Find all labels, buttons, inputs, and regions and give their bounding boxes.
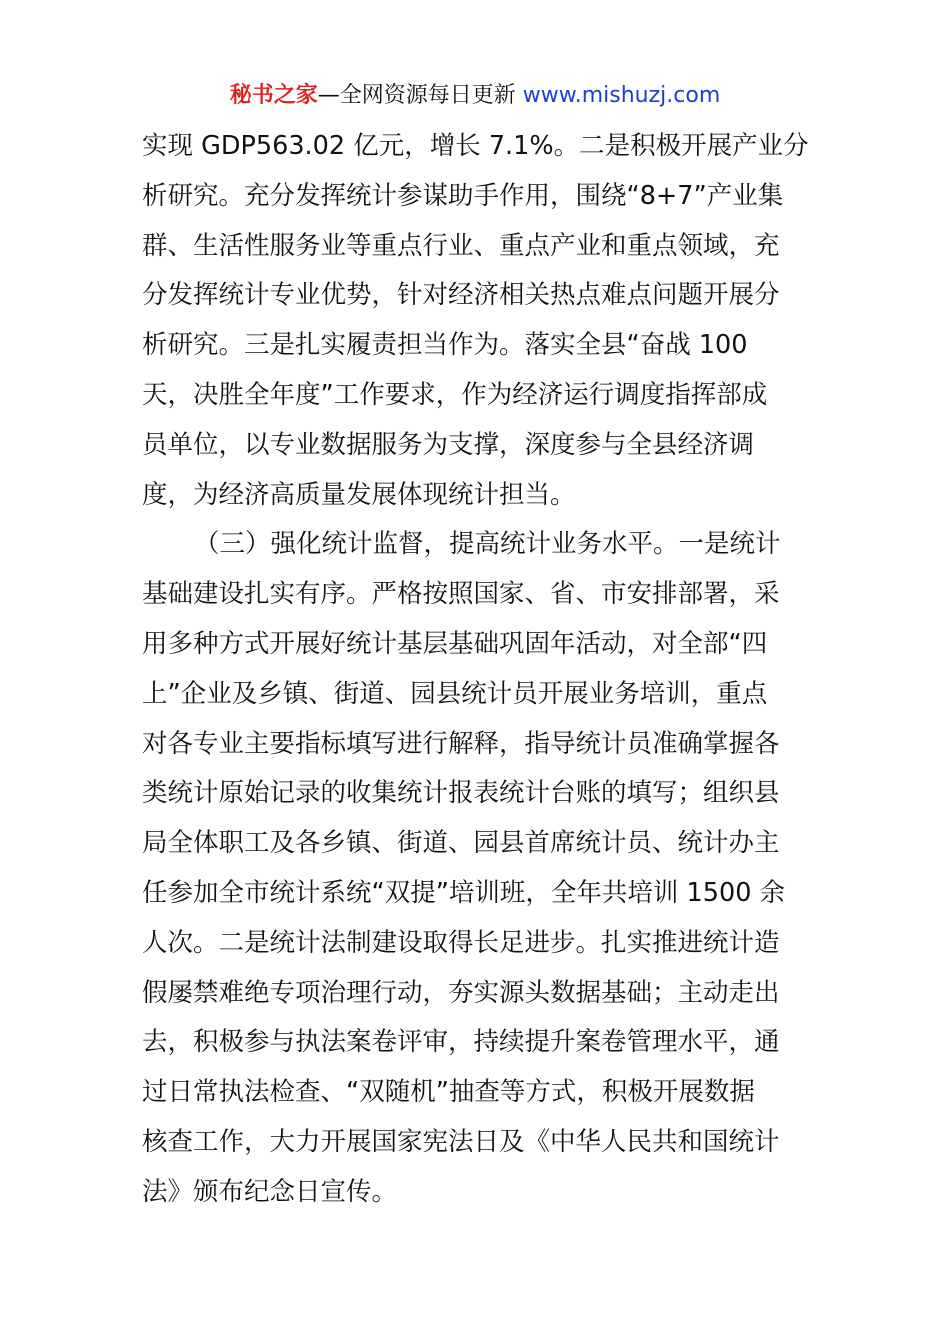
text-line: 对各专业主要指标填写进行解释，指导统计员准确掌握各	[142, 728, 780, 759]
text-line: 析研究。充分发挥统计参谋助手作用，围绕“8+7”产业集	[142, 180, 784, 211]
text-line: 上”企业及乡镇、街道、园县统计员开展业务培训，重点	[142, 678, 768, 709]
text-line: 类统计原始记录的收集统计报表统计台账的填写；组织县	[142, 778, 780, 809]
text-line: 实现 GDP563.02 亿元，增长 7.1%。二是积极开展产业分	[142, 131, 809, 161]
page-header	[0, 80, 950, 112]
text-line: 用多种方式开展好统计基层基础巩固年活动，对全部“四	[142, 628, 768, 659]
text-line: 任参加全市统计系统“双提”培训班，全年共培训 1500 余	[142, 877, 786, 908]
document-body	[142, 122, 812, 1218]
text-line: 基础建设扎实有序。严格按照国家、省、市安排部署，采	[142, 579, 780, 610]
text-line: 过日常执法检查、“双随机”抽查等方式，积极开展数据	[142, 1077, 755, 1108]
text-line: 度，为经济高质量发展体现统计担当。	[142, 479, 576, 510]
site-url[interactable]: www.mishuzj.com	[522, 83, 721, 108]
text-line: 析研究。三是扎实履责担当作为。落实全县“奋战 100	[142, 330, 748, 361]
text-line: （三）强化统计监督，提高统计业务水平。一是统计	[194, 529, 781, 560]
text-line: 去，积极参与执法案卷评审，持续提升案卷管理水平，通	[142, 1027, 780, 1058]
text-line: 假屡禁难绝专项治理行动，夯实源头数据基础；主动走出	[142, 977, 780, 1008]
text-line: 局全体职工及各乡镇、街道、园县首席统计员、统计办主	[142, 828, 780, 859]
text-line: 天，决胜全年度”工作要求，作为经济运行调度指挥部成	[142, 379, 768, 410]
brand-name: 秘书之家	[229, 83, 318, 108]
text-line: 分发挥统计专业优势，针对经济相关热点难点问题开展分	[142, 280, 780, 311]
text-line: 群、生活性服务业等重点行业、重点产业和重点领域，充	[142, 230, 780, 261]
text-line: 核查工作，大力开展国家宪法日及《中华人民共和国统计	[142, 1126, 780, 1157]
text-line: 法》颁布纪念日宣传。	[142, 1176, 398, 1207]
text-line: 员单位，以专业数据服务为支撑，深度参与全县经济调	[142, 429, 755, 460]
text-line: 人次。二是统计法制建设取得长足进步。扎实推进统计造	[142, 927, 780, 958]
header-tagline: —全网资源每日更新	[317, 83, 516, 108]
